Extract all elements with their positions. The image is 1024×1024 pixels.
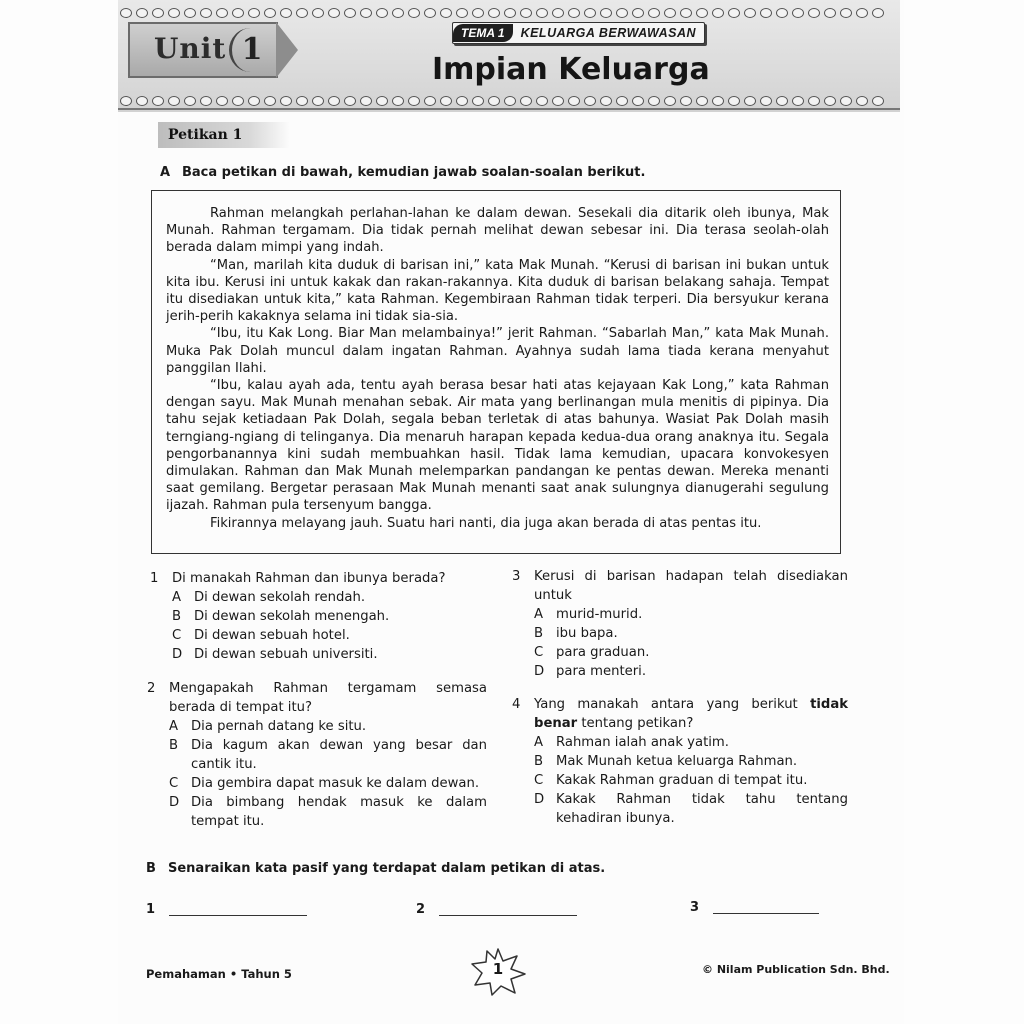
scallop-circle xyxy=(232,8,244,18)
option-text: ibu bapa. xyxy=(556,626,618,641)
option-text: Di dewan sebuah hotel. xyxy=(194,628,350,643)
scallop-circle xyxy=(792,96,804,106)
scallop-circle xyxy=(152,96,164,106)
question-stem xyxy=(534,695,848,733)
option-letter: A xyxy=(534,735,544,750)
scallop-circle xyxy=(472,96,484,106)
scallop-circle xyxy=(392,8,404,18)
footer-copyright: © Nilam Publication Sdn. Bhd. xyxy=(702,963,890,976)
answer-option[interactable] xyxy=(534,752,848,771)
tema-title: KELUARGA BERWAWASAN xyxy=(520,26,697,40)
scallop-circle xyxy=(568,96,580,106)
scallop-circle xyxy=(232,96,244,106)
option-text: Kakak Rahman graduan di tempat itu. xyxy=(556,773,808,788)
option-text: para menteri. xyxy=(556,664,647,679)
option-text: Dia gembira dapat masuk ke dalam dewan. xyxy=(191,776,480,791)
option-text: Di dewan sebuah universiti. xyxy=(194,647,378,662)
question-number: 4 xyxy=(512,697,521,712)
page-title: Impian Keluarga xyxy=(432,52,710,87)
scallop-circle xyxy=(696,8,708,18)
scallop-circle xyxy=(392,96,404,106)
answer-option[interactable] xyxy=(534,624,848,643)
question-3 xyxy=(512,567,848,681)
reading-passage xyxy=(151,190,841,554)
scallop-circle xyxy=(584,8,596,18)
option-letter: B xyxy=(534,626,544,641)
scallop-circle xyxy=(136,96,148,106)
scallop-circle xyxy=(264,96,276,106)
scallop-circle xyxy=(120,96,132,106)
scallop-circle xyxy=(440,96,452,106)
answer-option[interactable] xyxy=(169,793,487,831)
scallop-circle xyxy=(152,8,164,18)
scallop-circle xyxy=(280,8,292,18)
option-text: murid-murid. xyxy=(556,607,643,622)
footer-year: Tahun 5 xyxy=(241,967,292,981)
option-text: Di dewan sekolah menengah. xyxy=(194,609,390,624)
option-text: Dia bimbang hendak masuk ke dalam tempat itu. xyxy=(191,795,487,829)
scallop-circle xyxy=(712,96,724,106)
option-letter: A xyxy=(534,607,544,622)
scallop-circle xyxy=(616,8,628,18)
scallop-circle xyxy=(776,96,788,106)
unit-label: Unit xyxy=(154,32,227,65)
question-number: 3 xyxy=(512,569,521,584)
scallop-circle xyxy=(376,96,388,106)
question-4 xyxy=(512,695,848,828)
scallop-circle xyxy=(456,8,468,18)
page-margin-right xyxy=(904,0,1024,1024)
answer-option[interactable] xyxy=(534,643,848,662)
passage-paragraph: “Man, marilah kita duduk di barisan ini,” kata Mak Munah. “Kerusi di barisan ini bukan untuk kita ibu. Kerusi ini untuk kakak dan rakan-rakannya. Kita duduk di barisan belakang sahaja. Tempat itu disediakan untuk kita,” kata Rahman. Kegembiraan Rahman tidak terperi. Dia bersyukur kerana jerih-perih kakaknya selama ini tidak sia-sia. xyxy=(166,257,829,325)
scallop-circle xyxy=(552,8,564,18)
scallop-circle xyxy=(248,8,260,18)
scallop-circle xyxy=(840,8,852,18)
question-number: 1 xyxy=(150,571,159,586)
answer-option[interactable] xyxy=(534,771,848,790)
option-text: Dia pernah datang ke situ. xyxy=(191,719,367,734)
option-letter: B xyxy=(169,738,179,753)
scallop-circle xyxy=(600,96,612,106)
scallop-circle xyxy=(728,96,740,106)
question-2 xyxy=(147,679,487,831)
scallop-circle xyxy=(584,96,596,106)
answer-option[interactable] xyxy=(534,790,848,828)
page-number: 1 xyxy=(492,960,504,978)
scallop-circle xyxy=(648,96,660,106)
scallop-circle xyxy=(744,96,756,106)
scallop-circle xyxy=(552,96,564,106)
option-letter: D xyxy=(534,792,545,807)
answer-blank-1[interactable] xyxy=(146,902,307,917)
banner-divider xyxy=(118,108,900,110)
scallop-circle xyxy=(184,8,196,18)
answer-option[interactable] xyxy=(534,662,848,681)
stem-part: tentang petikan? xyxy=(577,716,694,731)
scallop-circle xyxy=(504,96,516,106)
scallop-circle xyxy=(568,8,580,18)
answer-line[interactable] xyxy=(169,903,307,916)
question-stem: Di manakah Rahman dan ibunya berada? xyxy=(172,571,446,586)
scallop-circle xyxy=(856,96,868,106)
scallop-circle xyxy=(600,8,612,18)
scallop-circle xyxy=(424,96,436,106)
scallop-circle xyxy=(472,8,484,18)
scallop-circle xyxy=(328,8,340,18)
scallop-circle xyxy=(312,96,324,106)
scallop-circle xyxy=(408,8,420,18)
answer-option[interactable] xyxy=(172,645,480,664)
scallop-circle xyxy=(648,8,660,18)
scallop-circle xyxy=(280,96,292,106)
scallop-circle xyxy=(760,8,772,18)
answer-blank-3[interactable] xyxy=(690,900,819,915)
answer-option[interactable] xyxy=(534,605,848,624)
part-b-instruction xyxy=(146,861,605,876)
scallop-circle xyxy=(200,8,212,18)
scallop-circle xyxy=(408,96,420,106)
option-text: Dia kagum akan dewan yang besar dan cantik itu. xyxy=(191,738,487,772)
scallop-circle xyxy=(504,8,516,18)
question-1 xyxy=(150,569,480,664)
scallop-circle xyxy=(120,8,132,18)
question-stem: Mengapakah Rahman tergamam semasa berada di tempat itu? xyxy=(169,681,487,715)
scallop-circle xyxy=(136,8,148,18)
footer-separator: • xyxy=(229,967,238,981)
part-a-instruction xyxy=(160,165,645,180)
part-b-letter: B xyxy=(146,861,156,876)
option-letter: C xyxy=(534,645,544,660)
footer-subject-name: Pemahaman xyxy=(146,967,226,981)
answer-blank-2[interactable] xyxy=(416,902,577,917)
answer-option[interactable] xyxy=(172,626,480,645)
answer-option[interactable] xyxy=(169,774,487,793)
banner-scallop-top xyxy=(120,8,898,20)
scallop-circle xyxy=(664,96,676,106)
option-text: Rahman ialah anak yatim. xyxy=(556,735,729,750)
scallop-circle xyxy=(216,96,228,106)
scallop-circle xyxy=(344,8,356,18)
scallop-circle xyxy=(824,96,836,106)
option-letter: C xyxy=(534,773,544,788)
scallop-circle xyxy=(696,96,708,106)
scallop-circle xyxy=(488,96,500,106)
scallop-circle xyxy=(360,96,372,106)
scallop-circle xyxy=(344,96,356,106)
scallop-circle xyxy=(680,96,692,106)
option-letter: C xyxy=(172,628,182,643)
scallop-circle xyxy=(872,96,884,106)
scallop-circle xyxy=(856,8,868,18)
option-text: para graduan. xyxy=(556,645,650,660)
scallop-circle xyxy=(312,8,324,18)
answer-option[interactable] xyxy=(169,717,487,736)
blank-number: 1 xyxy=(146,902,156,917)
tema-badge xyxy=(452,22,705,44)
passage-paragraph: Rahman melangkah perlahan-lahan ke dalam dewan. Sesekali dia ditarik oleh ibunya, Mak Munah. Rahman tergamam. Dia tidak pernah melihat dewan sebesar ini. Dia terasa seolah-olah berada dalam mimpi yang indah. xyxy=(166,206,829,256)
option-letter: D xyxy=(172,647,183,662)
question-stem: Kerusi di barisan hadapan telah disediakan untuk xyxy=(534,569,848,603)
answer-option[interactable] xyxy=(172,607,480,626)
answer-line[interactable] xyxy=(713,901,819,914)
option-text: Di dewan sekolah rendah. xyxy=(194,590,366,605)
option-letter: D xyxy=(534,664,545,679)
passage-paragraph: “Ibu, itu Kak Long. Biar Man melambainya!” jerit Rahman. “Sabarlah Man,” kata Mak Munah. Muka Pak Dolah muncul dalam ingatan Rahman. Ayahnya sudah lama tiada kerana menyahut panggilan Ilahi. xyxy=(166,326,829,376)
scallop-circle xyxy=(728,8,740,18)
scallop-circle xyxy=(872,8,884,18)
option-letter: C xyxy=(169,776,179,791)
stem-part: Yang manakah antara yang berikut xyxy=(534,697,811,712)
scallop-circle xyxy=(424,8,436,18)
footer-subject xyxy=(146,967,292,981)
scallop-circle xyxy=(456,96,468,106)
question-number: 2 xyxy=(147,681,156,696)
option-letter: A xyxy=(169,719,179,734)
option-letter: B xyxy=(172,609,182,624)
scallop-circle xyxy=(184,96,196,106)
banner-scallop-bottom xyxy=(120,96,898,108)
scallop-circle xyxy=(200,96,212,106)
unit-number: 1 xyxy=(229,28,272,72)
part-a-letter: A xyxy=(160,165,171,180)
scallop-circle xyxy=(440,8,452,18)
scallop-circle xyxy=(536,8,548,18)
scallop-circle xyxy=(808,96,820,106)
scallop-circle xyxy=(616,96,628,106)
passage-paragraph: “Ibu, kalau ayah ada, tentu ayah berasa besar hati atas kejayaan Kak Long,” kata Rahman dengan sayu. Mak Munah menahan sebak. Air mata yang berlinangan mula menitis di pipinya. Dia tahu sejak ketiadaan Pak Dolah, segala beban terletak di atas bahunya. Wasiat Pak Dolah masih terngiang-ngiang di telinganya. Dia menaruh harapan kepada kedua-dua orang anaknya itu. Segala pengorbanannya kini sudah membuahkan hasil. Tidak lama kemudian, upacara konvokesyen dimulakan. Rahman dan Mak Munah melemparkan pandangan ke pentas dewan. Mereka menanti saat gemilang. Bergetar perasaan Mak Munah menanti saat anak sulungnya dianugerahi segulung ijazah. Rahman pula tersenyum bangga. xyxy=(166,378,829,514)
option-text: Mak Munah ketua keluarga Rahman. xyxy=(556,754,798,769)
scallop-circle xyxy=(328,96,340,106)
answer-option[interactable] xyxy=(534,733,848,752)
scallop-circle xyxy=(808,8,820,18)
scallop-circle xyxy=(168,8,180,18)
scallop-circle xyxy=(776,8,788,18)
scallop-circle xyxy=(296,8,308,18)
scallop-circle xyxy=(744,8,756,18)
page-margin-left xyxy=(0,0,118,1024)
scallop-circle xyxy=(248,96,260,106)
pencil-tip-icon xyxy=(276,22,298,78)
scallop-circle xyxy=(264,8,276,18)
scallop-circle xyxy=(520,96,532,106)
part-a-text: Baca petikan di bawah, kemudian jawab soalan-soalan berikut. xyxy=(182,165,646,180)
scallop-circle xyxy=(632,8,644,18)
scallop-circle xyxy=(760,96,772,106)
scallop-circle xyxy=(488,8,500,18)
blank-number: 3 xyxy=(690,900,700,915)
option-letter: B xyxy=(534,754,544,769)
scallop-circle xyxy=(664,8,676,18)
scallop-circle xyxy=(712,8,724,18)
scallop-circle xyxy=(824,8,836,18)
scallop-circle xyxy=(536,96,548,106)
answer-option[interactable] xyxy=(172,588,480,607)
blank-number: 2 xyxy=(416,902,426,917)
option-letter: A xyxy=(172,590,182,605)
scallop-circle xyxy=(680,8,692,18)
section-label: Petikan 1 xyxy=(158,122,290,148)
passage-paragraph: Fikirannya melayang jauh. Suatu hari nanti, dia juga akan berada di atas pentas itu. xyxy=(210,515,762,531)
scallop-circle xyxy=(520,8,532,18)
option-text: Kakak Rahman tidak tahu tentang kehadiran ibunya. xyxy=(556,792,848,826)
scallop-circle xyxy=(296,96,308,106)
scallop-circle xyxy=(168,96,180,106)
scallop-circle xyxy=(632,96,644,106)
answer-option[interactable] xyxy=(169,736,487,774)
part-b-text: Senaraikan kata pasif yang terdapat dalam petikan di atas. xyxy=(168,861,606,876)
scallop-circle xyxy=(376,8,388,18)
stem-emphasis: tidak benar xyxy=(534,697,848,731)
scallop-circle xyxy=(840,96,852,106)
tema-tag: TEMA 1 xyxy=(453,24,513,42)
option-letter: D xyxy=(169,795,180,810)
scallop-circle xyxy=(216,8,228,18)
scallop-circle xyxy=(360,8,372,18)
scallop-circle xyxy=(792,8,804,18)
answer-line[interactable] xyxy=(439,903,577,916)
